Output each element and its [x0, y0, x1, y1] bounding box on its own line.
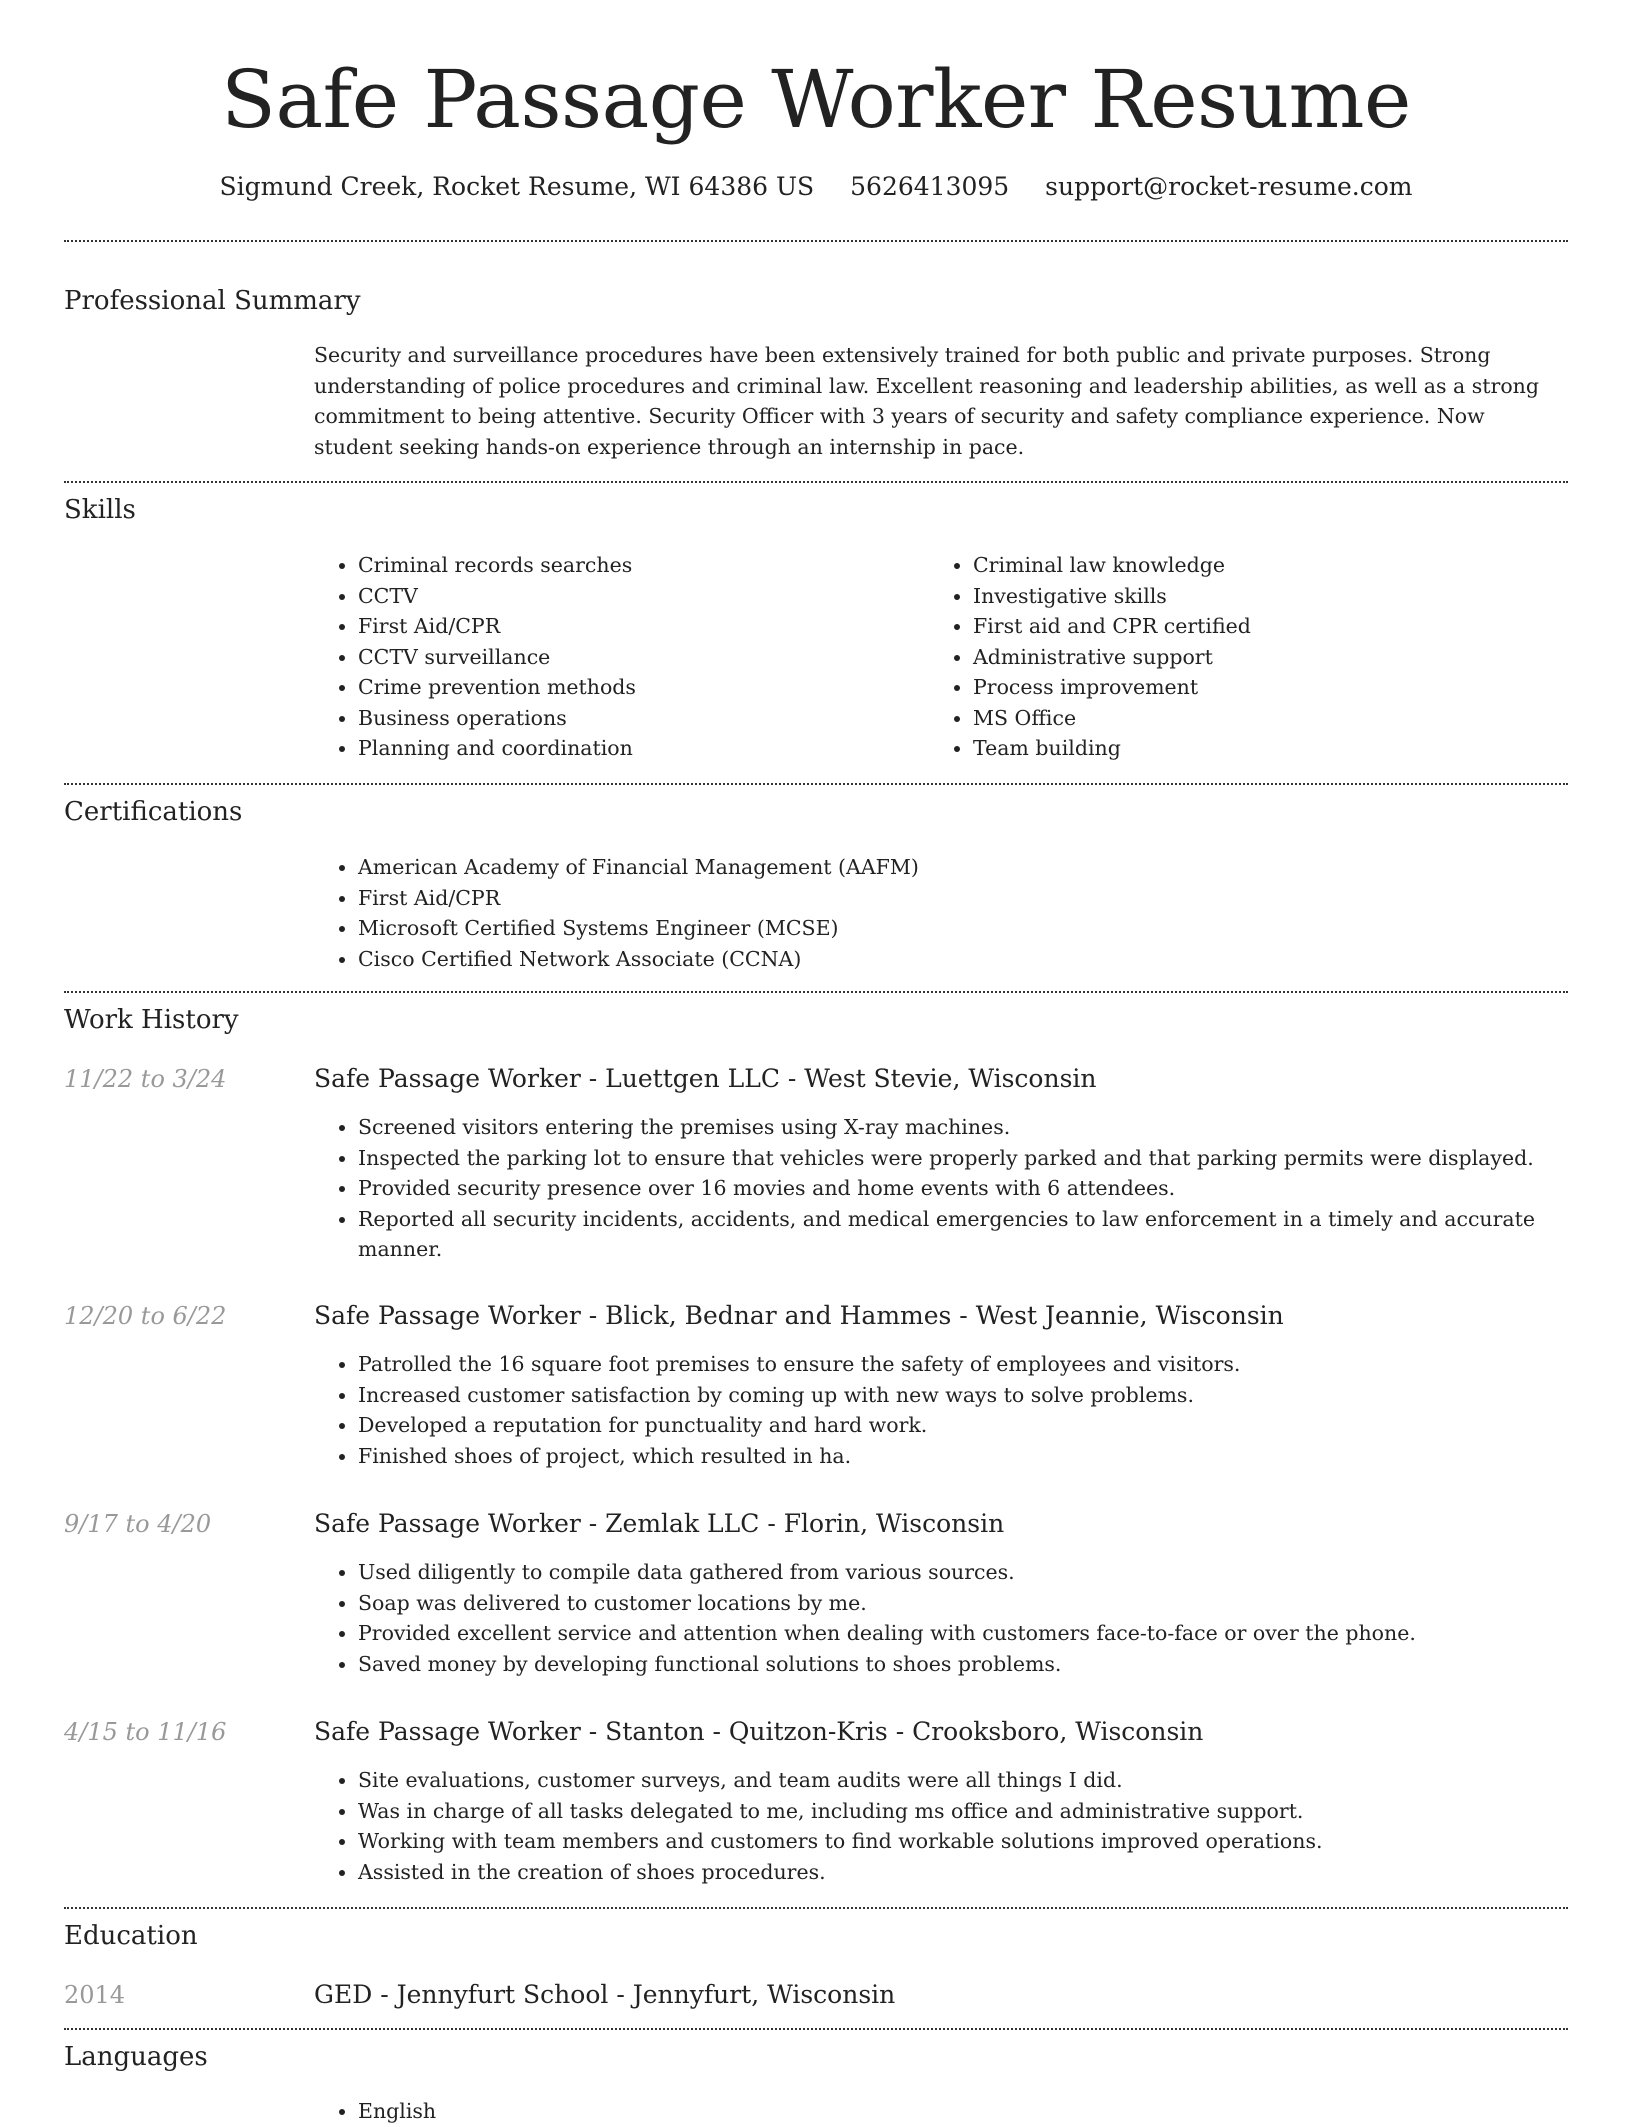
- divider: [64, 481, 1568, 483]
- skill-item: • Investigative skills: [973, 581, 1573, 612]
- divider: [64, 991, 1568, 993]
- languages-list: [314, 2096, 958, 2127]
- divider: [64, 240, 1568, 242]
- job-bullet: • Saved money by developing functional solutions to shoes problems.: [358, 1649, 1578, 1680]
- job-bullet: • Assisted in the creation of shoes procedures.: [358, 1857, 1578, 1888]
- work-history-heading: Work History: [64, 1005, 239, 1035]
- education-heading: Education: [64, 1921, 198, 1951]
- job-bullets: [314, 1765, 1578, 1887]
- skill-item: • MS Office: [973, 703, 1573, 734]
- job-bullet: • Site evaluations, customer surveys, and team audits were all things I did.: [358, 1765, 1578, 1796]
- skill-item: • Crime prevention methods: [358, 672, 918, 703]
- skills-heading: Skills: [64, 495, 136, 525]
- job-title: Safe Passage Worker - Blick, Bednar and Hammes - West Jeannie, Wisconsin: [314, 1301, 1284, 1330]
- contact-email: support@rocket-resume.com: [1045, 172, 1413, 201]
- certification-item: • Microsoft Certified Systems Engineer (MCSE): [358, 913, 1558, 944]
- skill-item: • Team building: [973, 733, 1573, 764]
- divider: [64, 2028, 1568, 2030]
- skill-item: • Administrative support: [973, 642, 1573, 673]
- education-entry: GED - Jennyfurt School - Jennyfurt, Wisconsin: [314, 1980, 896, 2009]
- job-dates: 4/15 to 11/16: [64, 1718, 227, 1746]
- skill-item: • Planning and coordination: [358, 733, 918, 764]
- job-bullet: • Increased customer satisfaction by coming up with new ways to solve problems.: [358, 1380, 1578, 1411]
- divider: [64, 1907, 1568, 1909]
- job-bullet: • Was in charge of all tasks delegated to me, including ms office and administrative support.: [358, 1796, 1578, 1827]
- skill-item: • First aid and CPR certified: [973, 611, 1573, 642]
- contact-line: [0, 170, 1632, 204]
- job-bullet: • Developed a reputation for punctuality and hard work.: [358, 1410, 1578, 1441]
- language-item: • English: [358, 2096, 958, 2127]
- job-bullet: • Working with team members and customers to find workable solutions improved operations.: [358, 1826, 1578, 1857]
- skill-item: • Criminal records searches: [358, 550, 918, 581]
- job-title: Safe Passage Worker - Luettgen LLC - West Stevie, Wisconsin: [314, 1064, 1097, 1093]
- certification-item: • Cisco Certified Network Associate (CCNA): [358, 944, 1558, 975]
- education-year: 2014: [64, 1981, 126, 2009]
- job-bullet: • Patrolled the 16 square foot premises to ensure the safety of employees and visitors.: [358, 1349, 1578, 1380]
- skill-item: • Process improvement: [973, 672, 1573, 703]
- job-bullets: [314, 1557, 1578, 1679]
- job-dates: 11/22 to 3/24: [64, 1065, 227, 1093]
- job-title: Safe Passage Worker - Stanton - Quitzon-Kris - Crooksboro, Wisconsin: [314, 1717, 1204, 1746]
- skills-list-left: [314, 550, 918, 764]
- skill-item: • CCTV: [358, 581, 918, 612]
- certifications-heading: Certifications: [64, 797, 243, 827]
- divider: [64, 783, 1568, 785]
- job-title: Safe Passage Worker - Zemlak LLC - Florin, Wisconsin: [314, 1509, 1005, 1538]
- job-bullet: • Finished shoes of project, which resulted in ha.: [358, 1441, 1578, 1472]
- skills-list-right: [929, 550, 1573, 764]
- skill-item: • Business operations: [358, 703, 918, 734]
- job-bullet: • Soap was delivered to customer locations by me.: [358, 1588, 1578, 1619]
- skill-item: • CCTV surveillance: [358, 642, 918, 673]
- contact-phone: 5626413095: [850, 172, 1010, 201]
- resume-title: Safe Passage Worker Resume: [221, 53, 1411, 146]
- summary-heading: Professional Summary: [64, 286, 361, 316]
- contact-address: Sigmund Creek, Rocket Resume, WI 64386 US: [219, 172, 815, 201]
- job-bullet: • Reported all security incidents, accidents, and medical emergencies to law enforcement in a timely and accurate manner.: [358, 1204, 1578, 1265]
- languages-heading: Languages: [64, 2042, 208, 2072]
- certification-item: • American Academy of Financial Management (AAFM): [358, 852, 1558, 883]
- job-bullet: • Used diligently to compile data gathered from various sources.: [358, 1557, 1578, 1588]
- summary-text: Security and surveillance procedures have been extensively trained for both public and private purposes. Strong understanding of police procedures and criminal law. Excellent reasoning and leadership abilities, as well as a strong commitment to being attentive. Security Officer with 3 years of security and safety compliance experience. Now student seeking hands-on experience through an internship in pace.: [314, 343, 1539, 459]
- skill-item: • Criminal law knowledge: [973, 550, 1573, 581]
- job-bullet: • Inspected the parking lot to ensure that vehicles were properly parked and that parking permits were displayed.: [358, 1143, 1578, 1174]
- certification-item: • First Aid/CPR: [358, 883, 1558, 914]
- job-bullet: • Provided security presence over 16 movies and home events with 6 attendees.: [358, 1173, 1578, 1204]
- job-bullets: [314, 1112, 1578, 1265]
- certifications-list: [314, 852, 1558, 974]
- job-dates: 9/17 to 4/20: [64, 1510, 212, 1538]
- job-bullet: • Provided excellent service and attention when dealing with customers face-to-face or over the phone.: [358, 1618, 1578, 1649]
- skill-item: • First Aid/CPR: [358, 611, 918, 642]
- job-bullet: • Screened visitors entering the premises using X-ray machines.: [358, 1112, 1578, 1143]
- job-bullets: [314, 1349, 1578, 1471]
- job-dates: 12/20 to 6/22: [64, 1302, 227, 1330]
